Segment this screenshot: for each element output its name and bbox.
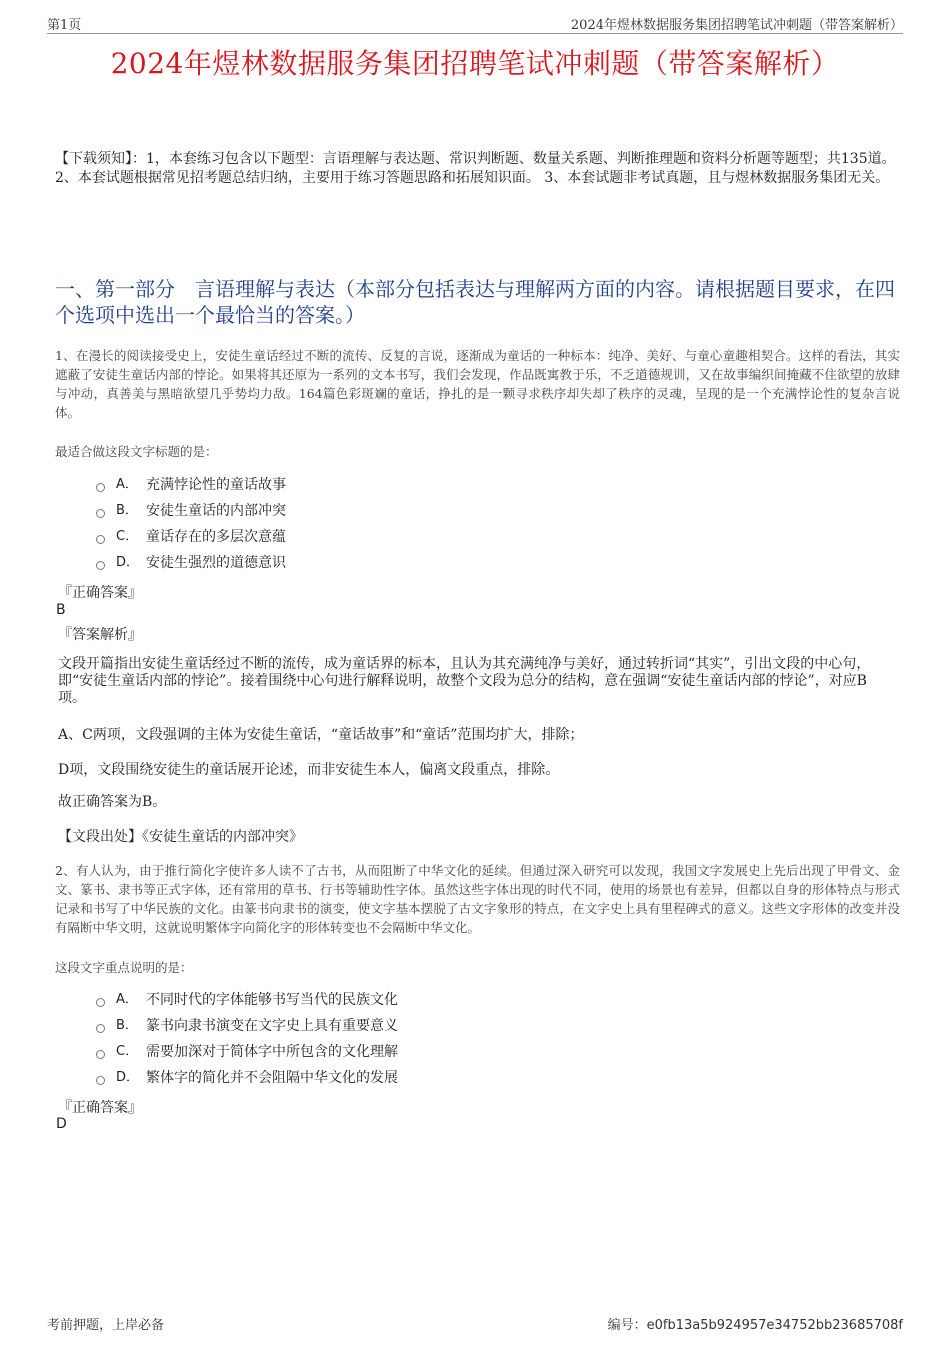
- question-1-analysis-label: 『答案解析』: [58, 627, 142, 643]
- analysis-paragraph: 故正确答案为B。: [58, 794, 167, 810]
- analysis-paragraph: A、C两项，文段强调的主体为安徒生童话，“童话故事”和“童话”范围均扩大，排除；: [58, 727, 584, 743]
- radio-icon[interactable]: [96, 1050, 105, 1059]
- radio-icon[interactable]: [96, 483, 105, 492]
- radio-icon[interactable]: [96, 535, 105, 544]
- footer-code-value: e0fb13a5b924957e34752bb23685708f: [646, 1318, 903, 1333]
- option-a[interactable]: A． 充满悖论性的童话故事: [96, 472, 286, 498]
- radio-icon[interactable]: [96, 561, 105, 570]
- footer-code-label: 编号：: [607, 1318, 647, 1333]
- page-number: 第1页: [47, 18, 82, 33]
- option-b[interactable]: B． 安徒生童话的内部冲突: [96, 498, 286, 524]
- question-2-prompt: 这段文字重点说明的是：: [55, 960, 193, 975]
- analysis-paragraph: 文段开篇指出安徒生童话经过不断的流传，成为童话界的标本，且认为其充满纯净与美好，通过转折词“其实”，引出文段的中心句，即“安徒生童话内部的悖论”。接着围绕中心句进行解释说明，故整个文段为总分的结构，意在强调“安徒生童话内部的悖论”，对应B项。: [58, 656, 871, 706]
- option-c[interactable]: C． 需要加深对于简体字中所包含的文化理解: [96, 1039, 398, 1065]
- download-notice: 【下载须知】：1，本套练习包含以下题型：言语理解与表达题、常识判断题、数量关系题、判断推理题和资料分析题等题型；共135道。 2、本套试题根据常见招考题总结归纳，主要用于练习答题思路和拓展知识面。 3、本套试题非考试真题，且与煜林数据服务集团无关。: [55, 151, 896, 186]
- header-divider: [47, 33, 903, 34]
- radio-icon[interactable]: [96, 998, 105, 1007]
- option-c[interactable]: C． 童话存在的多层次意蕴: [96, 524, 286, 550]
- option-d[interactable]: D． 安徒生强烈的道德意识: [96, 550, 286, 576]
- question-1-text: 1、在漫长的阅读接受史上，安徒生童话经过不断的流传、反复的言说，逐渐成为童话的一种标本：纯净、美好、与童心童趣相契合。这样的看法，其实遮蔽了安徒生童话内部的悖论。如果将其还原为一系列的文本书写，我们会发现，作品既寓教于乐，不乏道德规训，又在故事编织间掩藏不住欲望的放肆与冲动，真善美与黑暗欲望几乎势均力敌。164篇色彩斑斓的童话，挣扎的是一颗寻求秩序却失却了秩序的灵魂，呈现的是一个充满悖论性的复杂言说体。: [55, 348, 900, 420]
- question-2-answer: D: [56, 1116, 67, 1132]
- section-heading: 一、第一部分 言语理解与表达（本部分包括表达与理解两方面的内容。请根据题目要求，在四个选项中选出一个最恰当的答案。）: [55, 277, 895, 327]
- question-2-text: 2、有人认为，由于推行简化字使许多人读不了古书，从而阻断了中华文化的延续。但通过深入研究可以发现，我国文字发展史上先后出现了甲骨文、金文、篆书、隶书等正式字体，还有常用的草书、行书等辅助性字体。虽然这些字体出现的时代不同，使用的场景也有差异，但都以自身的形体特点与形式记录和书写了中华民族的文化。由篆书向隶书的演变，使文字基本摆脱了古文字象形的特点，在文字史上具有里程碑式的意义。这些文字形体的改变并没有隔断中华文明，这就说明繁体字向简化字的形体转变也不会隔断中华文化。: [55, 863, 900, 935]
- header-doc-title: 2024年煜林数据服务集团招聘笔试冲刺题（带答案解析）: [570, 18, 903, 33]
- radio-icon[interactable]: [96, 1024, 105, 1033]
- option-b[interactable]: B． 篆书向隶书演变在文字史上具有重要意义: [96, 1013, 398, 1039]
- question-1-prompt: 最适合做这段文字标题的是：: [55, 444, 218, 459]
- analysis-paragraph: D项，文段围绕安徒生的童话展开论述，而非安徒生本人，偏离文段重点，排除。: [58, 762, 560, 778]
- footer-code: [608, 1314, 903, 1333]
- radio-icon[interactable]: [96, 1076, 105, 1085]
- question-1-answer-label: 『正确答案』: [58, 585, 142, 601]
- radio-icon[interactable]: [96, 509, 105, 518]
- question-2-answer-label: 『正确答案』: [58, 1100, 142, 1116]
- analysis-source: 【文段出处】《安徒生童话的内部冲突》: [58, 829, 303, 845]
- option-a[interactable]: A． 不同时代的字体能够书写当代的民族文化: [96, 987, 398, 1013]
- question-1-options: [96, 472, 286, 576]
- document-title: 2024年煜林数据服务集团招聘笔试冲刺题（带答案解析）: [110, 47, 840, 80]
- footer-slogan: 考前押题，上岸必备: [47, 1318, 165, 1333]
- question-2-options: [96, 987, 398, 1091]
- question-1-answer: B: [56, 602, 66, 618]
- option-d[interactable]: D． 繁体字的简化并不会阻隔中华文化的发展: [96, 1065, 398, 1091]
